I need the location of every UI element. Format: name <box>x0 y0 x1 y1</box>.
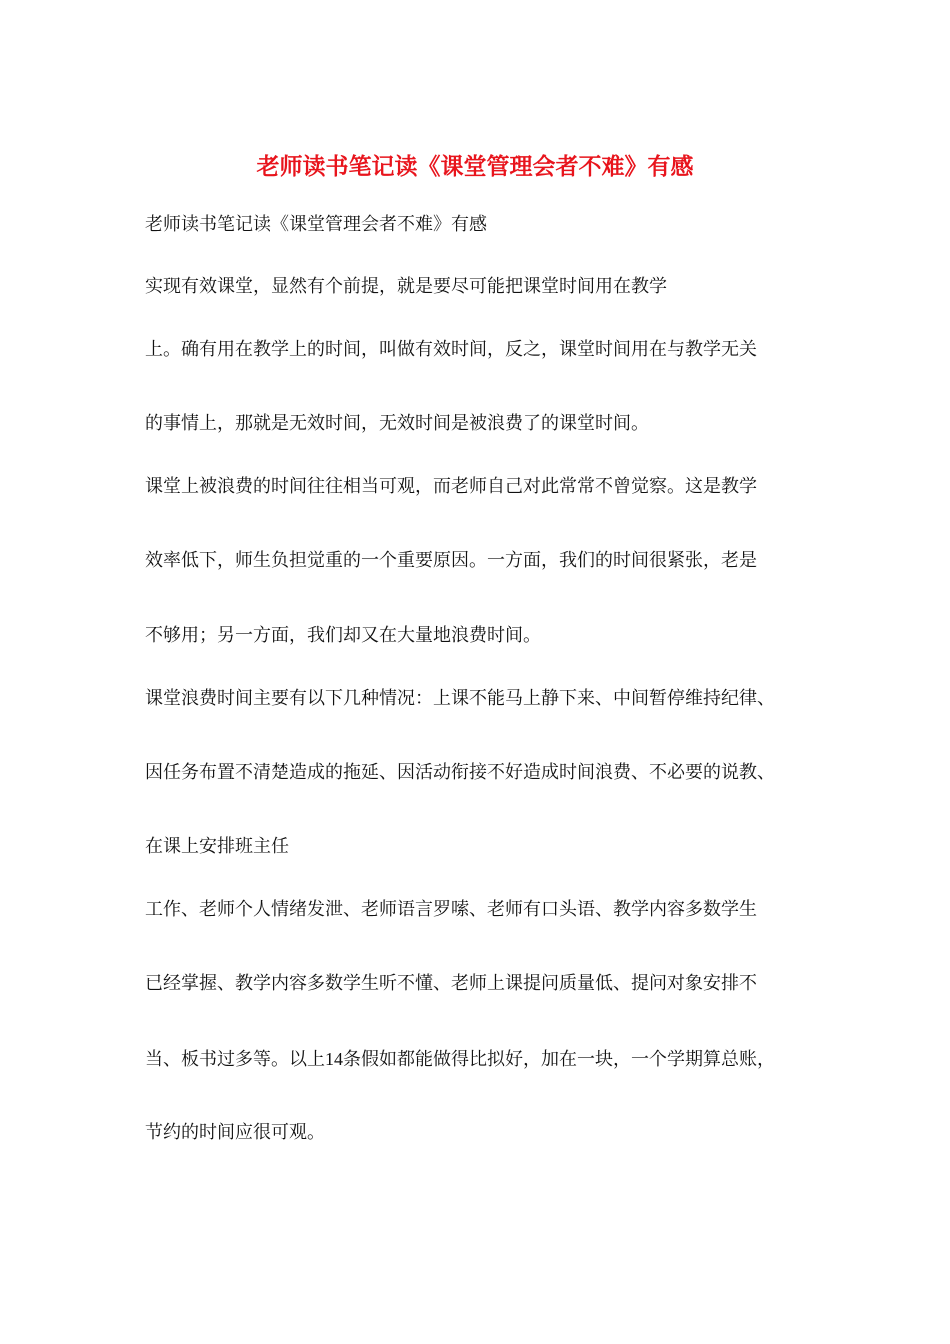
paragraph-line: 实现有效课堂，显然有个前提，就是要尽可能把课堂时间用在教学 <box>145 276 667 297</box>
paragraph-line: 课堂浪费时间主要有以下几种情况：上课不能马上静下来、中间暂停维持纪律、 <box>145 688 775 709</box>
document-title: 老师读书笔记读《课堂管理会者不难》有感 <box>256 153 694 180</box>
paragraph-line: 效率低下，师生负担觉重的一个重要原因。一方面，我们的时间很紧张，老是 <box>145 550 757 571</box>
paragraph-line <box>145 1046 775 1073</box>
item-count-number: 14 <box>325 1049 343 1069</box>
paragraph-line: 工作、老师个人情绪发泄、老师语言罗嗦、老师有口头语、教学内容多数学生 <box>145 899 757 920</box>
line-text-after-number: 条假如都能做得比拟好，加在一块，一个学期算总账， <box>343 1049 775 1070</box>
paragraph-line: 不够用；另一方面，我们却又在大量地浪费时间。 <box>145 625 541 646</box>
subtitle-line: 老师读书笔记读《课堂管理会者不难》有感 <box>145 214 487 235</box>
paragraph-line: 节约的时间应很可观。 <box>145 1122 325 1143</box>
paragraph-line: 的事情上，那就是无效时间，无效时间是被浪费了的课堂时间。 <box>145 413 649 434</box>
paragraph-line: 在课上安排班主任 <box>145 836 289 857</box>
paragraph-line: 因任务布置不清楚造成的拖延、因活动衔接不好造成时间浪费、不必要的说教、 <box>145 762 775 783</box>
paragraph-line: 已经掌握、教学内容多数学生听不懂、老师上课提问质量低、提问对象安排不 <box>145 973 757 994</box>
line-text-before-number: 当、板书过多等。以上 <box>145 1049 325 1070</box>
paragraph-line: 课堂上被浪费的时间往往相当可观，而老师自己对此常常不曾觉察。这是教学 <box>145 476 757 497</box>
paragraph-line: 上。确有用在教学上的时间，叫做有效时间，反之，课堂时间用在与教学无关 <box>145 339 757 360</box>
